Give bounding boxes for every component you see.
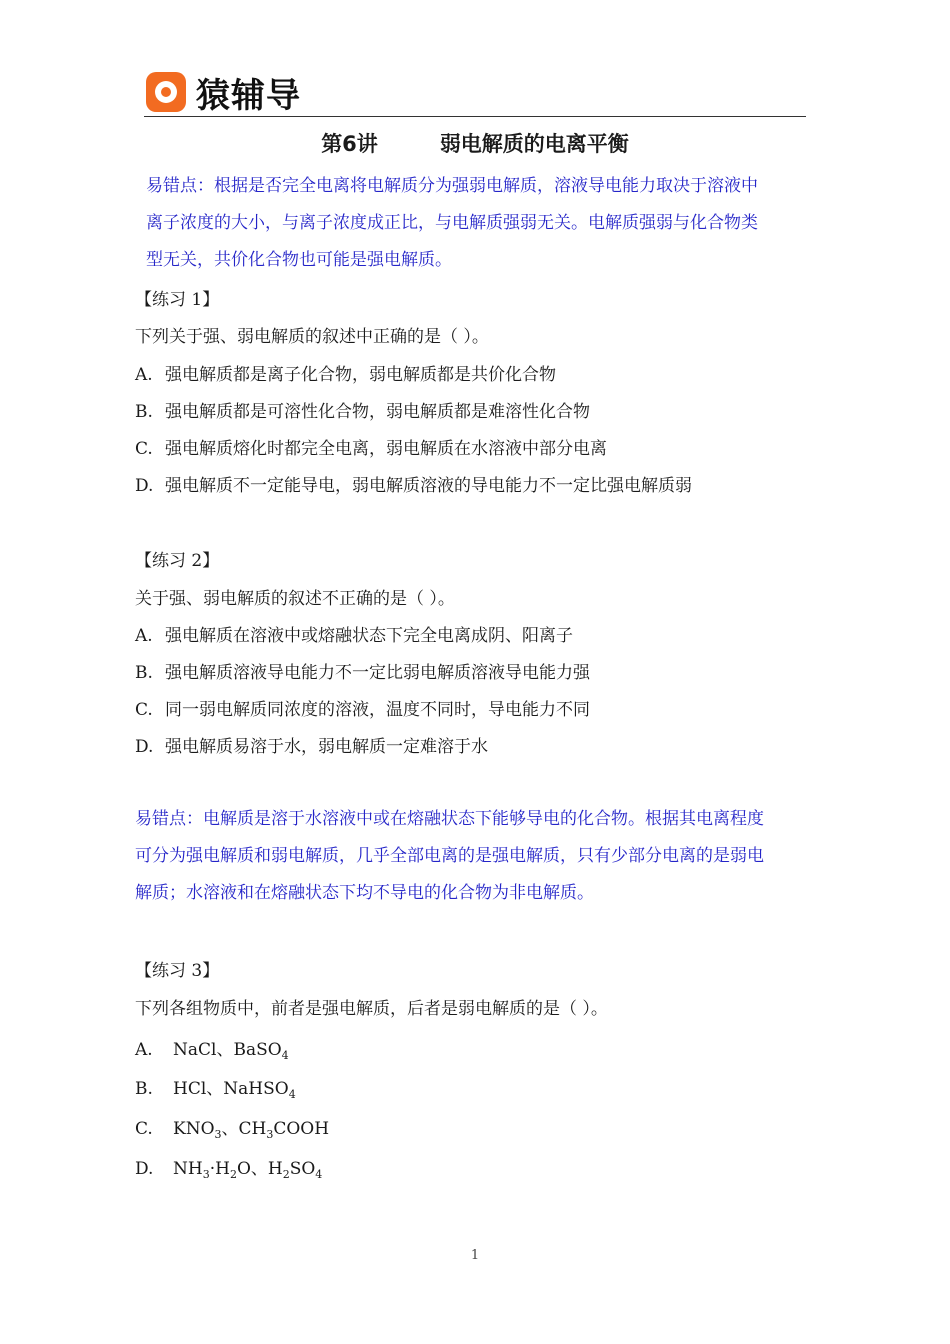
- exercise-label: 【练习 1】: [135, 290, 220, 310]
- option-item: C. $KNO_3$、$CH_3COOH$: [135, 1119, 330, 1141]
- note-line: 易错点：电解质是溶于水溶液中或在熔融状态下能够导电的化合物。根据其电离程度: [135, 809, 764, 829]
- option-item: D. 强电解质不一定能导电，弱电解质溶液的导电能力不一定比强电解质弱: [135, 476, 692, 496]
- option-item: A. 强电解质都是离子化合物，弱电解质都是共价化合物: [135, 365, 556, 385]
- exercise-label: 【练习 2】: [135, 551, 220, 571]
- brand-logo: [146, 70, 301, 114]
- exercise-question: 关于强、弱电解质的叙述不正确的是（ ）。: [135, 589, 455, 609]
- exercise-label: 【练习 3】: [135, 961, 220, 981]
- page-number: 1: [470, 1248, 480, 1263]
- note-line: 离子浓度的大小，与离子浓度成正比，与电解质强弱无关。电解质强弱与化合物类: [146, 213, 758, 233]
- note-line: 型无关，共价化合物也可能是强电解质。: [146, 250, 452, 270]
- note-line: 易错点：根据是否完全电离将电解质分为强弱电解质，溶液导电能力取决于溶液中: [146, 176, 758, 196]
- option-item: A. NaCl、BaSO$_4$: [135, 1040, 289, 1062]
- note-line: 解质；水溶液和在熔融状态下均不导电的化合物为非电解质。: [135, 883, 594, 903]
- exercise-question: 下列关于强、弱电解质的叙述中正确的是（ ）。: [135, 327, 489, 347]
- page-title: [0, 128, 950, 158]
- option-item: B. HCl、NaHSO$_4$: [135, 1079, 296, 1101]
- brand-logo-icon: [146, 72, 186, 112]
- option-item: D. $NH_3\cdot H_2O$、$H_2SO_4$: [135, 1159, 323, 1181]
- lesson-topic: 弱电解质的电离平衡: [439, 132, 629, 156]
- exercise-question: 下列各组物质中，前者是强电解质，后者是弱电解质的是（ ）。: [135, 999, 608, 1019]
- option-item: C. 强电解质熔化时都完全电离，弱电解质在水溶液中部分电离: [135, 439, 607, 459]
- error-note: [135, 801, 764, 912]
- option-item: C. 同一弱电解质同浓度的溶液，温度不同时，导电能力不同: [135, 700, 590, 720]
- option-item: B. 强电解质溶液导电能力不一定比弱电解质溶液导电能力强: [135, 663, 590, 683]
- option-item: B. 强电解质都是可溶性化合物，弱电解质都是难溶性化合物: [135, 402, 590, 422]
- brand-name: 猿辅导: [196, 75, 301, 116]
- option-item: A. 强电解质在溶液中或熔融状态下完全电离成阴、阳离子: [135, 626, 573, 646]
- option-item: D. 强电解质易溶于水，弱电解质一定难溶于水: [135, 737, 488, 757]
- error-note: [146, 168, 758, 279]
- lesson-number: 第6讲: [321, 132, 378, 156]
- note-line: 可分为强电解质和弱电解质，几乎全部电离的是强电解质，只有少部分电离的是弱电: [135, 846, 764, 866]
- header-divider: [144, 116, 806, 117]
